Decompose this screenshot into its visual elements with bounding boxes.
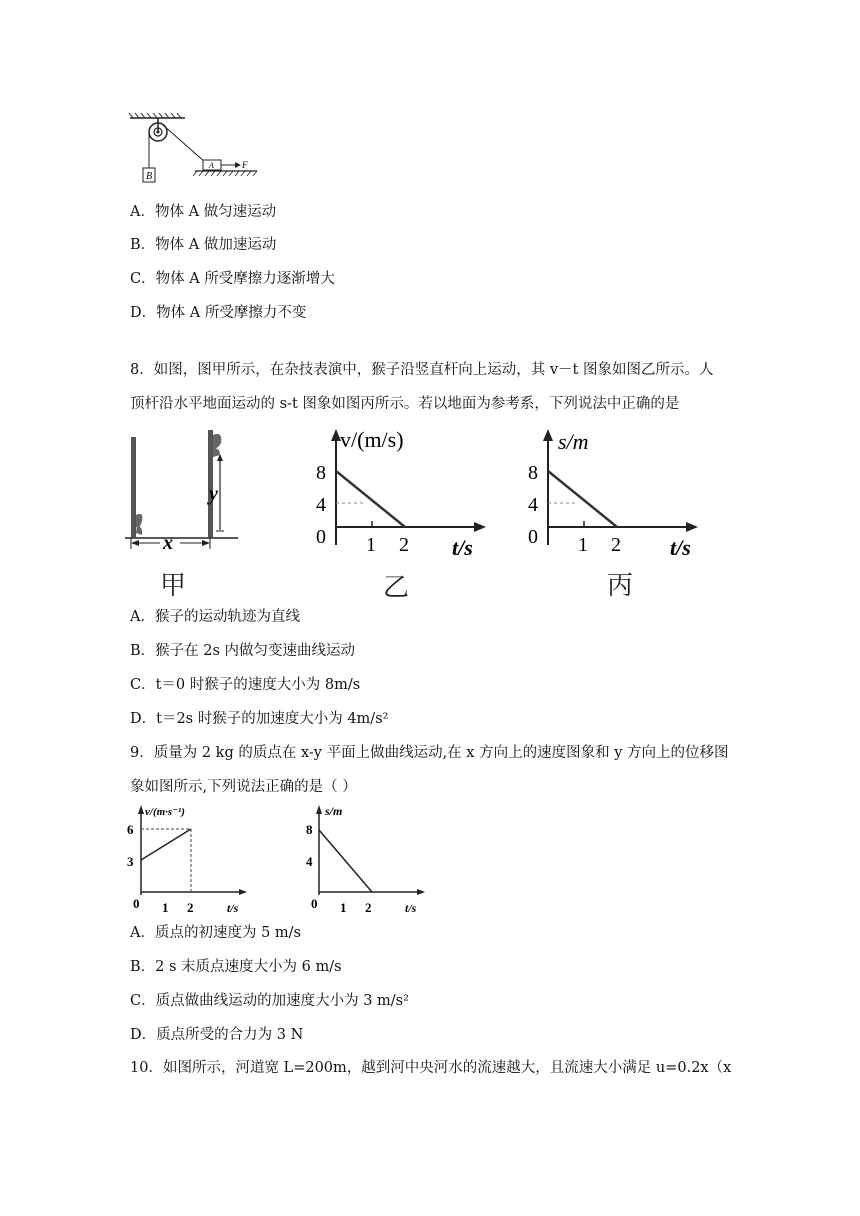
s-t-line bbox=[548, 471, 617, 527]
s-t-chart bbox=[522, 425, 702, 565]
ytick-4: 4 bbox=[306, 854, 313, 869]
q9-stem-line1: 9．质量为 2 kg 的质点在 x-y 平面上做曲线运动,在 x 方向上的速度图象和 y 方向上的位移图 bbox=[130, 745, 729, 761]
q8-option-c: C．t＝0 时猴子的速度大小为 8m/s bbox=[130, 677, 361, 693]
q8-stem-line2: 顶杆沿水平地面运动的 s-t 图象如图丙所示。若以地面为参考系，下列说法中正确的是 bbox=[130, 396, 680, 412]
xtick-2: 2 bbox=[365, 900, 372, 915]
q9-stem-line2: 象如图所示,下列说法正确的是（ ） bbox=[130, 779, 357, 795]
q9-option-c: C．质点做曲线运动的加速度大小为 3 m/s² bbox=[130, 993, 409, 1009]
q7-option-b: B．物体 A 做加速运动 bbox=[130, 237, 277, 253]
xtick-1: 1 bbox=[578, 534, 588, 556]
xtick-0: 0 bbox=[133, 896, 140, 911]
ytick-0: 0 bbox=[528, 526, 538, 548]
q9-option-a: A．质点的初速度为 5 m/s bbox=[130, 925, 301, 941]
xtick-2: 2 bbox=[399, 534, 409, 556]
q8-stem-line1: 8．如图，图甲所示，在杂技表演中，猴子沿竖直杆向上运动，其 v－t 图象如图乙所示。人 bbox=[130, 362, 714, 378]
q9-v-t-chart bbox=[125, 800, 250, 915]
q7-option-c: C．物体 A 所受摩擦力逐渐增大 bbox=[130, 271, 335, 287]
label-b: B bbox=[146, 171, 153, 182]
q8-option-b: B．猴子在 2s 内做匀变速曲线运动 bbox=[130, 643, 356, 659]
xlabel: t/s bbox=[670, 535, 691, 560]
v-t-chart bbox=[310, 425, 490, 565]
monkey-pole-figure bbox=[125, 425, 240, 555]
ylabel: s/m bbox=[325, 804, 343, 818]
caption-yi: 乙 bbox=[383, 573, 410, 603]
x-label: x bbox=[163, 532, 173, 554]
xtick-1: 1 bbox=[340, 900, 347, 915]
q10-stem-line1: 10．如图所示，河道宽 L=200m，越到河中央河水的流速越大，且流速大小满足 u=0.2x（x bbox=[130, 1060, 732, 1076]
q9-s-t-chart bbox=[303, 800, 428, 915]
ylabel: v/(m/s) bbox=[340, 427, 404, 452]
caption-jia: 甲 bbox=[160, 571, 187, 601]
ytick-3: 3 bbox=[127, 854, 134, 869]
y-label: y bbox=[209, 483, 218, 505]
v-t-line bbox=[336, 471, 405, 527]
ylabel: s/m bbox=[558, 429, 589, 454]
q9-v-line bbox=[141, 829, 191, 860]
xtick-1: 1 bbox=[366, 534, 376, 556]
q7-option-a: A．物体 A 做匀速运动 bbox=[130, 204, 277, 220]
xtick-0: 0 bbox=[311, 896, 318, 911]
xtick-2: 2 bbox=[611, 534, 621, 556]
xlabel: t/s bbox=[405, 901, 417, 915]
q8-option-a: A．猴子的运动轨迹为直线 bbox=[130, 609, 300, 625]
ytick-6: 6 bbox=[127, 822, 134, 837]
xlabel: t/s bbox=[452, 535, 473, 560]
q7-option-d: D．物体 A 所受摩擦力不变 bbox=[130, 305, 307, 321]
xlabel: t/s bbox=[227, 901, 239, 915]
ytick-8: 8 bbox=[316, 462, 326, 484]
ytick-8: 8 bbox=[306, 822, 313, 837]
caption-bing: 丙 bbox=[607, 571, 634, 601]
ytick-4: 4 bbox=[316, 494, 326, 516]
xtick-1: 1 bbox=[162, 900, 169, 915]
ytick-4: 4 bbox=[528, 494, 538, 516]
ytick-8: 8 bbox=[528, 462, 538, 484]
pulley-figure bbox=[125, 110, 265, 190]
q8-option-d: D．t＝2s 时猴子的加速度大小为 4m/s² bbox=[130, 711, 389, 727]
xtick-2: 2 bbox=[187, 900, 194, 915]
q9-option-d: D．质点所受的合力为 3 N bbox=[130, 1027, 304, 1043]
q9-option-b: B．2 s 末质点速度大小为 6 m/s bbox=[130, 959, 342, 975]
label-a: A bbox=[209, 161, 214, 170]
q9-s-line bbox=[319, 830, 372, 892]
label-f: F bbox=[242, 160, 248, 170]
ylabel: v/(m·s⁻¹) bbox=[145, 806, 185, 818]
ytick-0: 0 bbox=[316, 526, 326, 548]
